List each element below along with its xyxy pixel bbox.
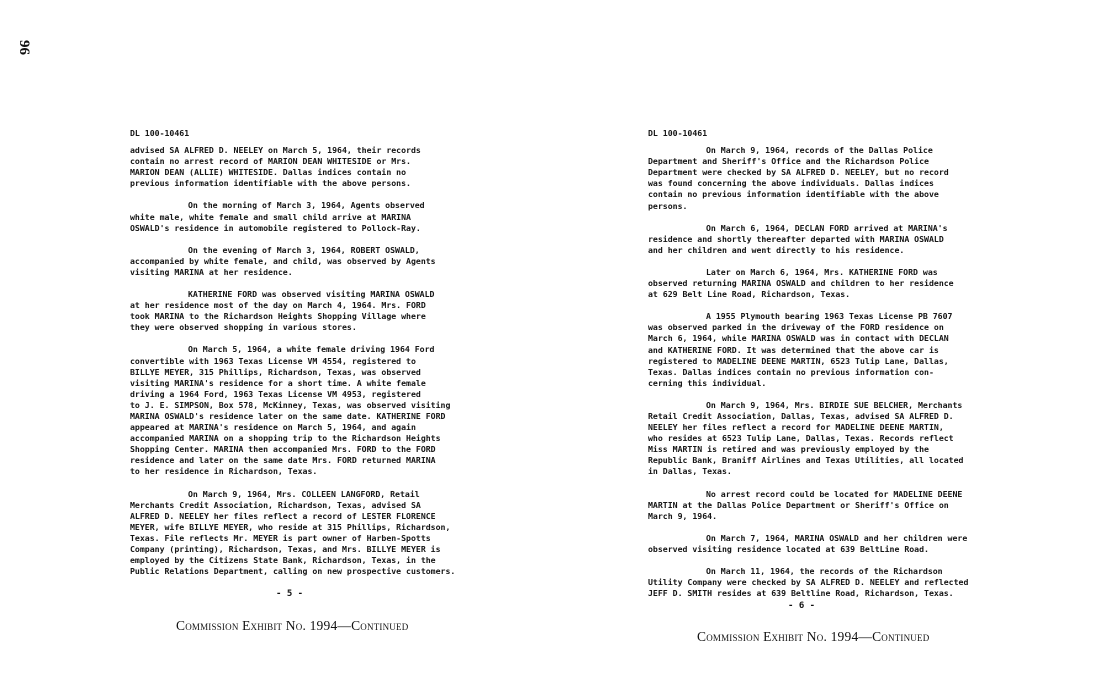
page-number: 96 (16, 40, 32, 55)
left-folio: - 5 - (276, 589, 304, 599)
right-caption: Commission Exhibit No. 1994—Continued (697, 629, 930, 644)
left-paragraph-6: On March 9, 1964, Mrs. COLLEEN LANGFORD, Retail Merchants Credit Association, Richardson, Texas, advised SA ALFRED D. NEELEY her files reflect a record of LESTER FLORENCE MEYER, wife BILLYE MEYER, who reside at 315 Phillips, Richardson, Texas. File reflects Mr. MEYER is part owner of Harben-Spotts Company (printing), Richardson, Texas, and Mrs. BILLYE MEYER is employed by the Citizens State Bank, Richardson, Texas, in the Public Relations Department, calling on new prospective customers. (130, 488, 456, 577)
left-caption: Commission Exhibit No. 1994—Continued (176, 618, 409, 633)
right-paragraph-3: Later on March 6, 1964, Mrs. KATHERINE FORD was observed returning MARINA OSWALD and children to her residence at 629 Belt Line Road, Richardson, Texas. (648, 266, 954, 300)
left-paragraph-5: On March 5, 1964, a white female driving 1964 Ford convertible with 1963 Texas License VM 4554, registered to BILLYE MEYER, 315 Phillips, Richardson, Texas, was observed visiting MARINA's residence for a short time. A white female driving a 1964 Ford, 1963 Texas License VM 4953, registered to J. E. SIMPSON, Box 578, McKinney, Texas, was observed visiting MARINA OSWALD's residence later on the same date. KATHERINE FORD appeared at MARINA's residence on March 5, 1964, and again accompanied MARINA on a shopping trip to the Richardson Heights Shopping Center. MARINA then accompanied Mrs. FORD to the FORD residence and later on the same date Mrs. FORD returned MARINA to her residence in Richardson, Texas. (130, 344, 451, 477)
left-paragraph-4: KATHERINE FORD was observed visiting MARINA OSWALD at her residence most of the day on March 4, 1964. Mrs. FORD took MARINA to the Richardson Heights Shopping Village where they were observed shopping in various stores. (130, 289, 435, 333)
right-page-body (648, 128, 1033, 610)
left-page-body (130, 128, 515, 588)
right-paragraph-1: On March 9, 1964, records of the Dallas Police Department and Sheriff's Office and the Richardson Police Department were checked by SA ALFRED D. NEELEY, but no record was found concerning the above individuals. Dallas indices contain no previous information identifiable with the above persons. (648, 145, 949, 211)
right-paragraph-4: A 1955 Plymouth bearing 1963 Texas License PB 7607 was observed parked in the driveway of the FORD residence on March 6, 1964, while MARINA OSWALD was in contact with DECLAN and KATHERINE FORD. It was determined that the above car is registered to MADELINE DEENE MARTIN, 6523 Tulip Lane, Dallas, Texas. Dallas indices contain no previous information con- cerning this individual. (648, 311, 953, 388)
right-file-number: DL 100-10461 (648, 128, 708, 138)
right-paragraph-5: On March 9, 1964, Mrs. BIRDIE SUE BELCHER, Merchants Retail Credit Association, Dallas, Texas, advised SA ALFRED D. NEELEY her files reflect a record for MADELINE DEENE MARTIN, who resides at 6523 Tulip Lane, Dallas, Texas. Records reflect Miss MARTIN is retired and was previously employed by the Republic Bank, Braniff Airlines and Texas Utilities, all located in Dallas, Texas. (648, 399, 964, 477)
left-file-number: DL 100-10461 (130, 128, 190, 138)
right-paragraph-6: No arrest record could be located for MADELINE DEENE MARTIN at the Dallas Police Department or Sheriff's Office on March 9, 1964. (648, 488, 963, 521)
right-paragraph-7: On March 7, 1964, MARINA OSWALD and her children were observed visiting residence located at 639 BeltLine Road. (648, 532, 968, 554)
right-paragraph-8: On March 11, 1964, the records of the Richardson Utility Company were checked by SA ALFRED D. NEELEY and reflected JEFF D. SMITH resides at 639 Beltline Road, Richardson, Texas. (648, 566, 969, 599)
left-paragraph-3: On the evening of March 3, 1964, ROBERT OSWALD, accompanied by white female, and child, was observed by Agents visiting MARINA at her residence. (130, 244, 436, 277)
left-paragraph-2: On the morning of March 3, 1964, Agents observed white male, white female and small child arrive at MARINA OSWALD's residence in automobile registered to Pollock-Ray. (130, 200, 425, 233)
left-paragraph-1: advised SA ALFRED D. NEELEY on March 5, 1964, their records contain no arrest record of MARION DEAN WHITESIDE or Mrs. MARION DEAN (ALLIE) WHITESIDE. Dallas indices contain no previous information identifiable with the above persons. (130, 145, 421, 189)
right-paragraph-2: On March 6, 1964, DECLAN FORD arrived at MARINA's residence and shortly thereafter departed with MARINA OSWALD and her children and went directly to his residence. (648, 222, 948, 255)
right-folio: - 6 - (788, 601, 816, 611)
